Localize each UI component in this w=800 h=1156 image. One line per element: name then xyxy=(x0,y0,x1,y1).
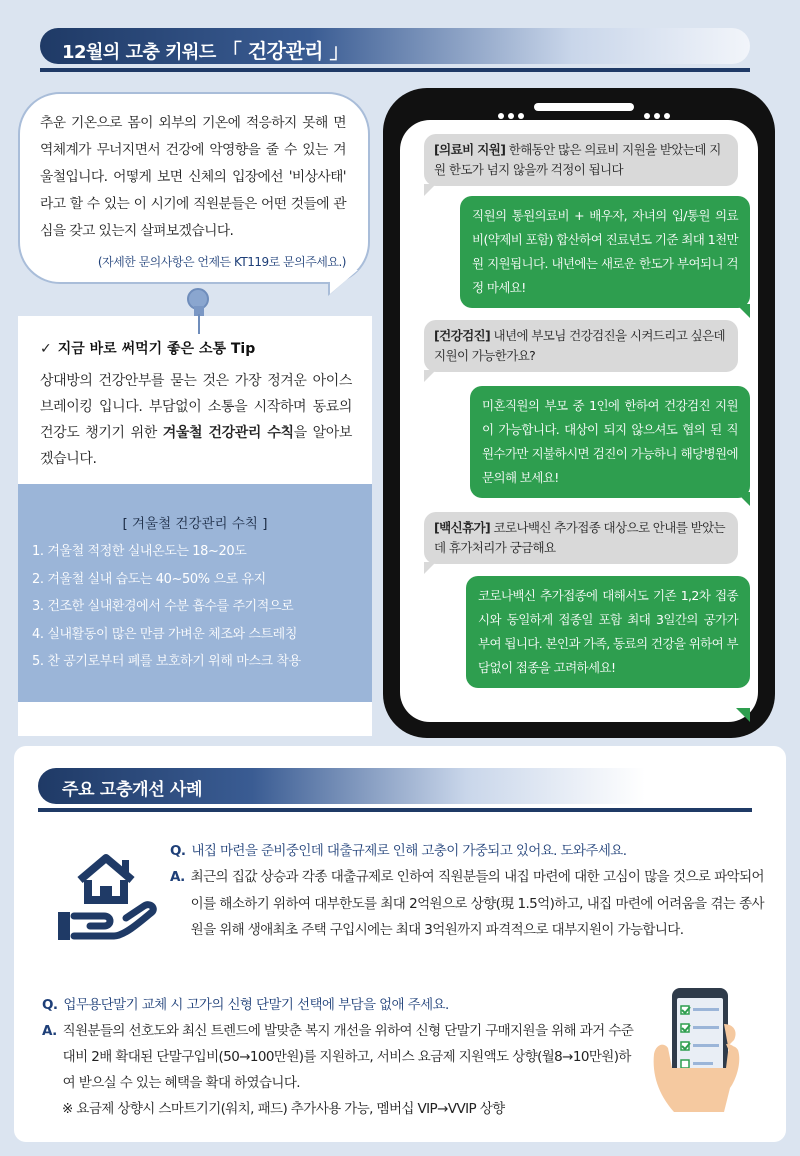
header-keyword: 「 건강관리 」 xyxy=(221,39,350,63)
chat-question-medical xyxy=(424,134,738,186)
list-item: 5. 찬 공기로부터 폐를 보호하기 위해 마스크 착용 xyxy=(32,654,301,669)
chat-tag: [건강검진] xyxy=(434,328,491,343)
q-label: Q. xyxy=(42,997,58,1013)
qa-answer xyxy=(170,864,764,944)
header-title xyxy=(62,35,349,64)
chat-reply: 직원의 통원의료비 + 배우자, 자녀의 입/통원 의료비(약제비 포함) 합산하여 진료년도 기준 최대 1천만원 지원됩니다. 내년에는 새로운 한도가 부여되니 걱정 마세요! xyxy=(472,208,738,295)
tip-body xyxy=(40,368,352,472)
qa-housing xyxy=(170,838,764,944)
header-title-text: 12월의 고충 키워드 xyxy=(62,42,216,63)
chat-tail xyxy=(736,492,750,506)
header-underline xyxy=(40,68,750,72)
chat-text: 코로나백신 추가접종 대상으로 안내를 받았는데 휴가처리가 궁금해요 xyxy=(434,520,726,555)
tip-title-text: 지금 바로 써먹기 좋은 소통 Tip xyxy=(57,341,256,357)
list-item: 1. 겨울철 적정한 실내온도는 18~20도 xyxy=(32,544,247,559)
qa-question xyxy=(42,992,638,1018)
phone-dots-left xyxy=(498,104,528,123)
chat-tail xyxy=(736,708,750,722)
qa-note: ※ 요금제 상향시 스마트기기(워치, 패드) 추가사용 가능, 멤버십 VIP→VVIP 상향 xyxy=(62,1101,505,1117)
chat-question-vaccine xyxy=(424,512,738,564)
chat-text: 한해동안 많은 의료비 지원을 받았는데 지원 한도가 넘지 않을까 걱정이 됩니다 xyxy=(434,142,721,177)
q-text: 내집 마련을 준비중인데 대출규제로 인해 고충이 가중되고 있어요. 도와주세요. xyxy=(191,843,627,859)
chat-tag: [백신휴가] xyxy=(434,520,491,535)
chat-reply: 코로나백신 추가접종에 대해서도 기존 1,2차 접종 시와 동일하게 접종일 포함 최대 3일간의 공가가 부여 됩니다. 본인과 가족, 동료의 건강을 위하여 부담없이 접종을 고려하세요! xyxy=(478,588,738,675)
check-icon: ✓ xyxy=(40,341,52,357)
phone-dots-right xyxy=(644,104,674,123)
qa-question xyxy=(170,838,764,864)
list-item: 4. 실내활동이 많은 만큼 가벼운 체조와 스트레칭 xyxy=(32,626,297,642)
rules-list xyxy=(18,538,372,676)
chat-tag: [의료비 지원] xyxy=(434,142,506,157)
phone-checklist-icon xyxy=(650,984,750,1116)
chat-tail xyxy=(736,304,750,318)
chat-tail xyxy=(424,184,436,196)
q-text: 업무용단말기 교체 시 고가의 신형 단말기 선택에 부담을 없애 주세요. xyxy=(63,997,449,1013)
tip-title xyxy=(40,338,352,358)
cases-underline xyxy=(38,808,752,812)
tip-body-bold: 겨울철 건강관리 수칙 xyxy=(162,425,294,441)
rules-footer-space xyxy=(18,702,372,736)
intro-bubble xyxy=(18,92,370,284)
pushpin-needle xyxy=(198,314,200,334)
chat-reply: 미혼직원의 부모 중 1인에 한하여 건강검진 지원이 가능합니다. 대상이 되지 않으셔도 협의 된 직원수가만 지불하시면 검진이 가능하니 해당병원에 문의해 보세요! xyxy=(482,398,738,485)
a-text: 직원분들의 선호도와 최신 트렌드에 발맞춘 복지 개선을 위하여 신형 단말기 구매지원을 위해 과거 수준 대비 2배 확대된 단말구입비(50→100만원)를 지원하고, 서비스 요금제 지원액도 상향(월8→10만원)하여 받으실 수 있는 혜택을 확대 하였습니다. xyxy=(62,1023,634,1091)
winter-rules-box xyxy=(18,484,372,702)
tip-body-end: 을 알아보겠습니다. xyxy=(40,425,352,467)
qa-answer xyxy=(42,1018,638,1096)
rules-title: [ 겨울철 건강관리 수칙 ] xyxy=(122,516,268,532)
intro-note: (자세한 문의사항은 언제든 KT119로 문의주세요.) xyxy=(97,255,346,269)
a-label: A. xyxy=(170,869,185,885)
phone-speaker xyxy=(534,103,634,111)
a-label: A. xyxy=(42,1023,57,1039)
chat-tail xyxy=(424,370,436,382)
house-in-hand-icon xyxy=(54,846,162,946)
intro-text: 추운 기온으로 몸이 외부의 기온에 적응하지 못해 면역체계가 무너지면서 건강에 악영향을 줄 수 있는 겨울철입니다. 어떻게 보면 신체의 입장에선 '비상사태' 라고 할 수 있는 이 시기에 직원분들은 어떤 것들에 관심을 갖고 있는지 살펴보겠습니다. xyxy=(40,115,346,239)
chat-tail xyxy=(424,562,436,574)
chat-answer-vaccine xyxy=(466,576,750,688)
list-item: 3. 건조한 실내환경에서 수분 흡수를 주기적으로 xyxy=(32,599,294,614)
a-text: 최근의 집값 상승과 각종 대출규제로 인하여 직원분들의 내집 마련에 대한 고심이 많을 것으로 파악되어 이를 해소하기 위하여 대부한도를 최대 2억원으로 상향(現 1.5억)하고, 내집 마련에 어려움을 겪는 종사원을 위해 생애최초 주택 구입시에는 최대 3억원까지 파격적으로 대부지원이 가능합니다. xyxy=(190,869,764,938)
q-label: Q. xyxy=(170,843,186,859)
cases-title: 주요 고충개선 사례 xyxy=(62,780,203,800)
tip-box xyxy=(18,316,372,484)
chat-question-checkup xyxy=(424,320,738,372)
list-item: 2. 겨울철 실내 습도는 40~50% 으로 유지 xyxy=(32,571,266,587)
bubble-tail xyxy=(330,270,358,294)
tip-body-plain: 상대방의 건강안부를 묻는 것은 가장 정겨운 아이스 브레이킹 입니다. 부담없이 소통을 시작하며 동료의 건강도 챙기기 위한 xyxy=(40,373,352,441)
qa-device xyxy=(42,992,638,1122)
chat-answer-checkup xyxy=(470,386,750,498)
chat-answer-medical xyxy=(460,196,750,308)
chat-text: 내년에 부모님 건강검진을 시켜드리고 싶은데 지원이 가능한가요? xyxy=(434,328,726,363)
